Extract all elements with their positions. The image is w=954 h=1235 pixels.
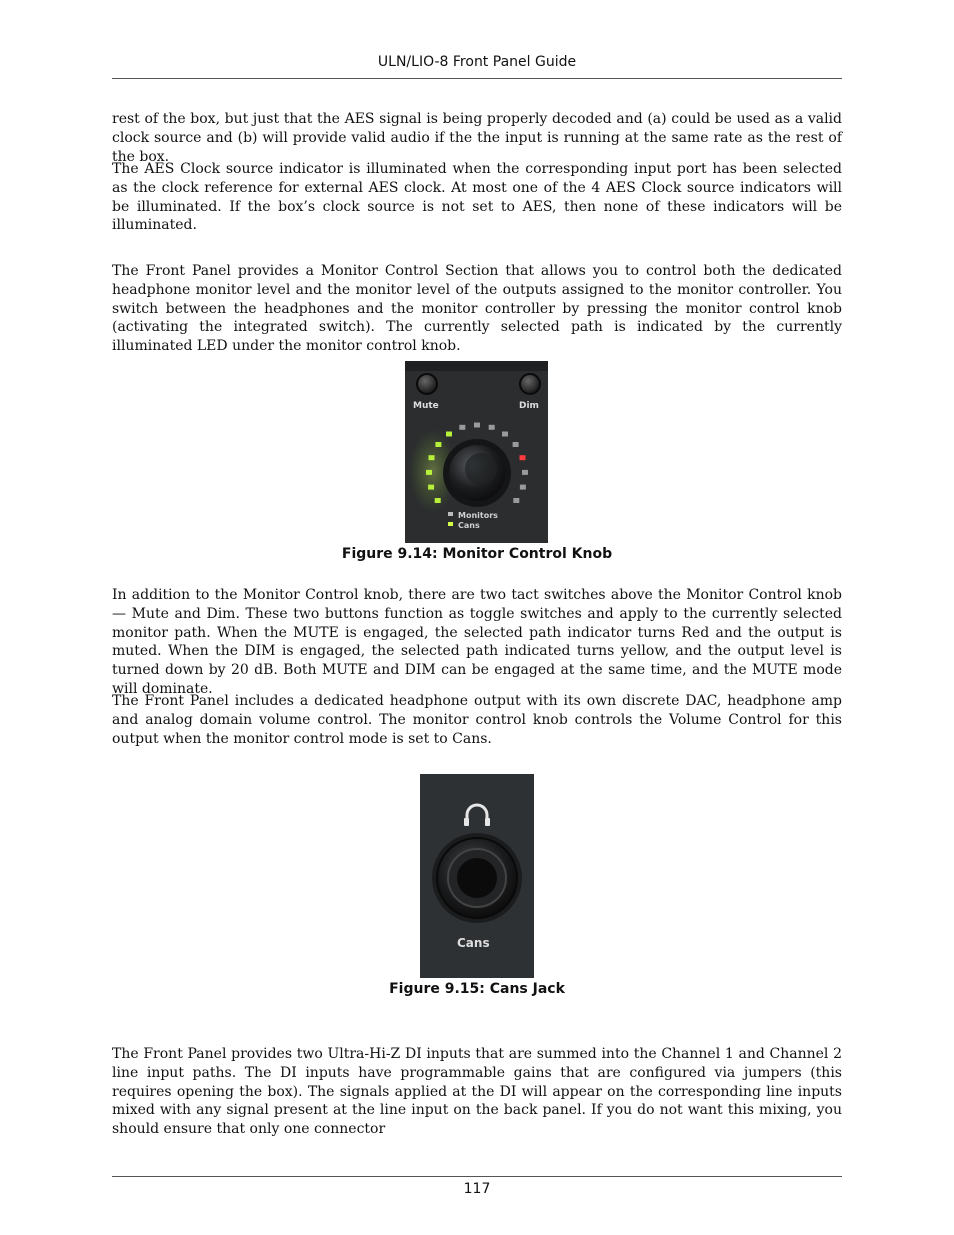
paragraph: The AES Clock source indicator is illuminated when the corresponding input port has been selected as the clock reference for external AES clock. At most one of the 4 AES Clock source indicators will be illuminated. If the box’s clock source is not set to AES, then none of these indicators will be illuminated.	[112, 161, 842, 234]
monitor-control-knob-photo	[405, 361, 548, 543]
figure-caption: Figure 9.14: Monitor Control Knob	[341, 546, 613, 562]
cans-label: Cans	[457, 936, 490, 950]
header-rule	[112, 78, 842, 79]
ring-led	[522, 470, 528, 475]
mute-label: Mute	[413, 401, 439, 411]
running-header: ULN/LIO-8 Front Panel Guide	[377, 54, 577, 70]
ring-led	[489, 425, 495, 430]
dim-label: Dim	[519, 401, 539, 411]
figure-caption: Figure 9.15: Cans Jack	[389, 981, 565, 997]
ring-led	[459, 425, 465, 430]
mute-button	[417, 374, 437, 394]
paragraph: The Front Panel includes a dedicated headphone output with its own discrete DAC, headphone amp and analog domain volume control. The monitor control knob controls the Volume Control for this output when the monitor control mode is set to Cans.	[112, 693, 842, 747]
ring-led	[435, 442, 441, 447]
ring-led	[520, 455, 526, 460]
paragraph: The Front Panel provides a Monitor Control Section that allows you to control both the dedicated headphone monitor level and the monitor level of the outputs assigned to the monitor controller. You switch between the headphones and the monitor controller by pressing the monitor control knob (activating the integrated switch). The currently selected path is indicated by the currently illuminated LED under the monitor control knob.	[112, 263, 842, 355]
cans-jack-photo	[420, 774, 534, 978]
ring-led	[513, 498, 519, 503]
ring-led	[513, 442, 519, 447]
ring-led	[429, 455, 435, 460]
ring-led	[446, 432, 452, 437]
cans-led	[448, 522, 453, 526]
paragraph: rest of the box, but just that the AES signal is being properly decoded and (a) could be used as a valid clock source and (b) will provide valid audio if the the input is running at the same rate as the rest of the box.	[112, 111, 842, 165]
footer-rule	[112, 1176, 842, 1177]
cans-label: Cans	[458, 521, 480, 530]
page-number: 117	[463, 1181, 491, 1197]
monitors-led	[448, 512, 453, 516]
paragraph: In addition to the Monitor Control knob, there are two tact switches above the Monitor Control knob — Mute and Dim. These two buttons function as toggle switches and apply to the currently selected monitor path. When the MUTE is engaged, the selected path indicator turns Red and the output is muted. When the DIM is engaged, the selected path indicated turns yellow, and the output level is turned down by 20 dB. Both MUTE and DIM can be engaged at the same time, and the MUTE mode will dominate.	[112, 587, 842, 697]
paragraph: The Front Panel provides two Ultra-Hi-Z DI inputs that are summed into the Channel 1 and Channel 2 line input paths. The DI inputs have programmable gains that are configured via jumpers (this requires opening the box). The signals applied at the DI will appear on the corresponding line inputs mixed with any signal present at the line input on the back panel. If you do not want this mixing, you should ensure that only one connector	[112, 1046, 842, 1138]
ring-led	[435, 498, 441, 503]
ring-led	[502, 432, 508, 437]
ring-led	[428, 485, 434, 490]
ring-led	[474, 423, 480, 428]
ring-led	[426, 470, 432, 475]
jack-hole	[457, 858, 497, 898]
monitors-label: Monitors	[458, 511, 498, 520]
dim-button	[520, 374, 540, 394]
ring-led	[520, 485, 526, 490]
